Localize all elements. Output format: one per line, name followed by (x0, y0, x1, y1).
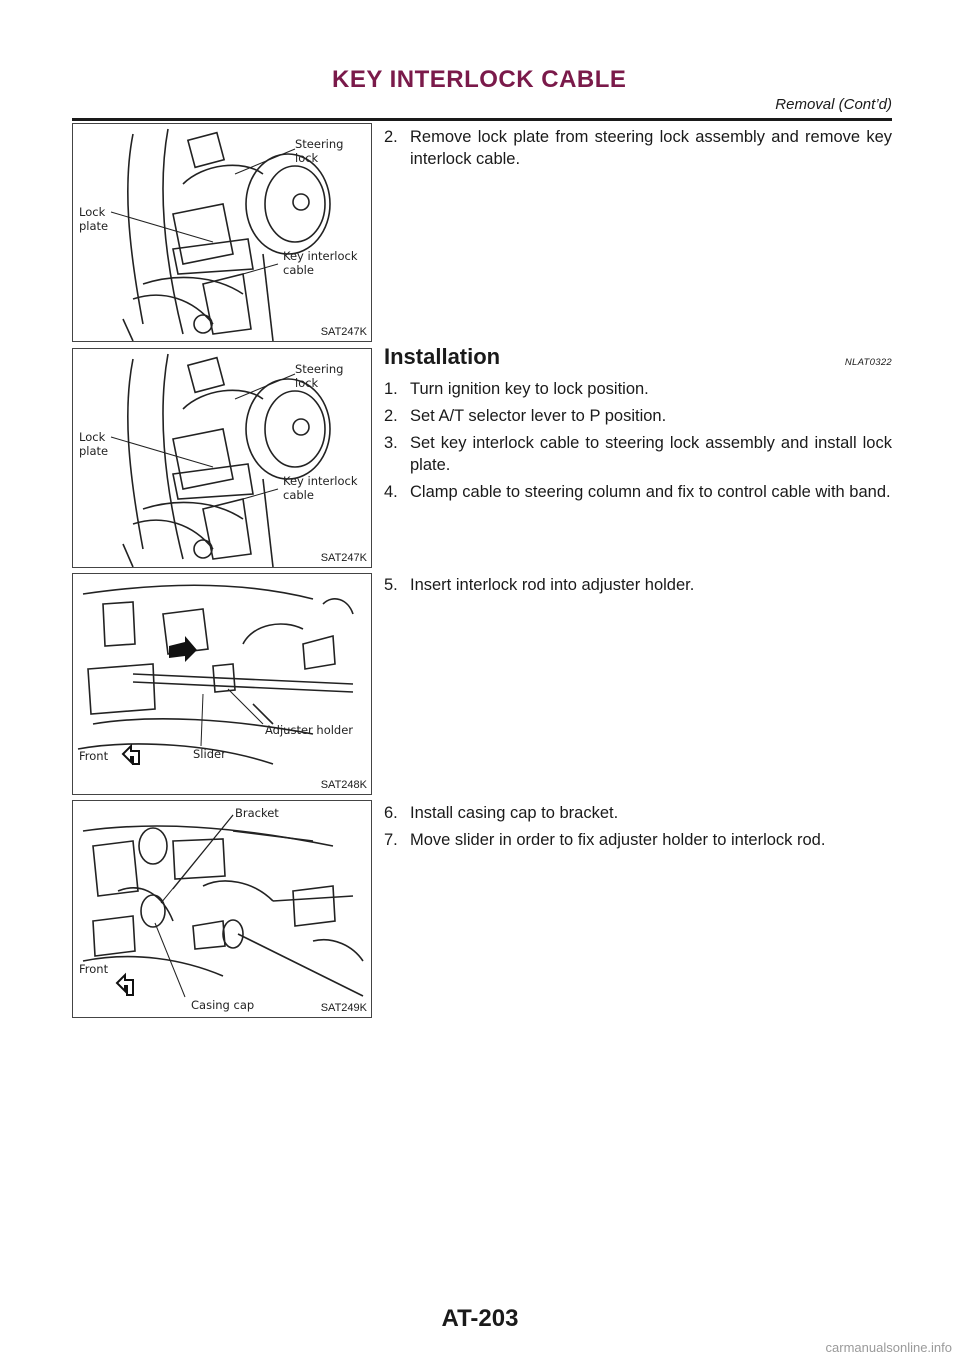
step-number: 6. (384, 804, 398, 822)
step-number: 7. (384, 831, 398, 849)
figure-code: SAT247K (320, 326, 367, 338)
removal-steps (384, 126, 892, 175)
step-number: 4. (384, 483, 398, 501)
page-subtitle: Removal (Cont’d) (775, 96, 892, 113)
section-code: NLAT0322 (844, 357, 892, 368)
figure-code: SAT247K (320, 552, 367, 564)
label-cable: cable (283, 488, 314, 502)
step-number: 2. (384, 128, 398, 146)
label-front: Front (79, 962, 109, 976)
label-casing-cap: Casing cap (191, 998, 255, 1012)
step-item (384, 432, 892, 476)
steering-lock-illustration (73, 124, 371, 341)
step-item (384, 405, 892, 427)
step-item (384, 378, 892, 400)
step-item (384, 802, 892, 824)
front-arrow-icon (123, 746, 139, 764)
header-rule (72, 118, 892, 121)
label-steering: Steering (295, 137, 344, 151)
label-lock-plate-1: Lock (79, 205, 106, 219)
page-number: AT-203 (441, 1305, 519, 1332)
step-number: 5. (384, 576, 398, 594)
step-number: 2. (384, 407, 398, 425)
label-adjuster-holder: Adjuster holder (265, 723, 354, 737)
adjuster-steps (384, 574, 892, 601)
step-text: Remove lock plate from steering lock assembly and remove key interlock cable. (410, 128, 892, 168)
label-steering: Steering (295, 362, 344, 376)
label-key-interlock: Key interlock (283, 474, 358, 488)
step-text: Set key interlock cable to steering lock assembly and install lock plate. (410, 434, 892, 474)
step-text: Insert interlock rod into adjuster holder. (410, 576, 695, 594)
step-text: Install casing cap to bracket. (410, 804, 619, 822)
label-slider: Slider (193, 747, 226, 761)
label-lock: lock (295, 151, 319, 165)
label-lock-plate-2: plate (79, 219, 109, 233)
step-text: Set A/T selector lever to P position. (410, 407, 667, 425)
step-item (384, 574, 892, 596)
adjuster-holder-illustration (73, 574, 371, 794)
figure-adjuster-holder (72, 573, 372, 795)
step-item (384, 481, 892, 503)
label-lock-plate-2: plate (79, 444, 109, 458)
figure-code: SAT248K (320, 779, 367, 791)
page-title: KEY INTERLOCK CABLE (332, 66, 627, 93)
figure-code: SAT249K (320, 1002, 367, 1014)
label-bracket: Bracket (235, 806, 279, 820)
bracket-casing-cap-illustration (73, 801, 371, 1017)
step-number: 3. (384, 434, 398, 452)
label-cable: cable (283, 263, 314, 277)
label-lock-plate-1: Lock (79, 430, 106, 444)
label-front: Front (79, 749, 109, 763)
casing-steps (384, 802, 892, 856)
section-heading (384, 344, 892, 378)
figure-steering-lock-1 (72, 123, 372, 342)
step-text: Turn ignition key to lock position. (410, 380, 649, 398)
label-lock: lock (295, 376, 319, 390)
figure-steering-lock-2 (72, 348, 372, 568)
steering-lock-illustration (73, 349, 371, 567)
step-item (384, 126, 892, 170)
step-text: Move slider in order to fix adjuster holder to interlock rod. (410, 831, 826, 849)
step-item (384, 829, 892, 851)
front-arrow-icon (117, 975, 133, 995)
figure-bracket-casing-cap (72, 800, 372, 1018)
step-text: Clamp cable to steering column and fix to control cable with band. (410, 483, 891, 501)
installation-section (384, 344, 892, 508)
step-number: 1. (384, 380, 398, 398)
section-title: Installation (384, 344, 501, 369)
watermark: carmanualsonline.info (825, 1340, 952, 1355)
label-key-interlock: Key interlock (283, 249, 358, 263)
